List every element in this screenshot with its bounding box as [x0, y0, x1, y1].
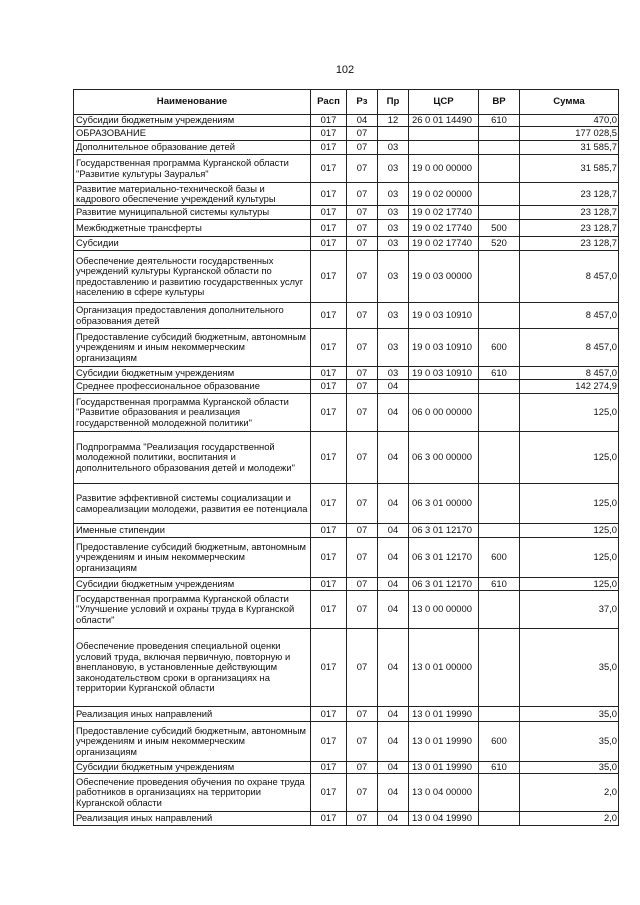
cell-sum: 8 457,0 — [520, 303, 619, 329]
cell-csr: 06 0 00 00000 — [409, 394, 479, 432]
cell-csr: 26 0 01 14490 — [409, 115, 479, 127]
cell-sum: 8 457,0 — [520, 367, 619, 380]
cell-name: Предоставление субсидий бюджетным, автономным учреждениям и иным некоммерческим организациям — [74, 722, 311, 762]
cell-name: Обеспечение деятельности государственных учреждений культуры Курганской области по предоставлению и развитию государственных услуг населению в сфере культуры — [74, 251, 311, 303]
cell-vr: 610 — [479, 115, 520, 127]
table-row — [74, 237, 619, 251]
cell-csr: 19 0 00 00000 — [409, 155, 479, 183]
cell-sum: 31 585,7 — [520, 141, 619, 155]
cell-sum: 125,0 — [520, 538, 619, 578]
table-row — [74, 127, 619, 141]
cell-name: Субсидии бюджетным учреждениям — [74, 578, 311, 591]
cell-pr: 03 — [378, 329, 409, 367]
cell-vr — [479, 484, 520, 524]
table-row — [74, 220, 619, 237]
cell-rasp: 017 — [311, 303, 347, 329]
table-row — [74, 432, 619, 484]
cell-rz: 07 — [347, 127, 378, 141]
cell-vr: 500 — [479, 220, 520, 237]
cell-pr: 04 — [378, 762, 409, 774]
cell-pr: 03 — [378, 183, 409, 206]
cell-vr — [479, 303, 520, 329]
cell-name: Среднее профессиональное образование — [74, 380, 311, 394]
table-row — [74, 629, 619, 707]
table-row — [74, 115, 619, 127]
cell-vr — [479, 707, 520, 722]
header-csr: ЦСР — [409, 90, 479, 115]
cell-rasp: 017 — [311, 432, 347, 484]
cell-vr: 610 — [479, 578, 520, 591]
cell-sum: 35,0 — [520, 629, 619, 707]
cell-pr: 04 — [378, 380, 409, 394]
table-row — [74, 524, 619, 538]
cell-rasp: 017 — [311, 220, 347, 237]
cell-rz: 07 — [347, 394, 378, 432]
cell-vr — [479, 183, 520, 206]
table-row — [74, 394, 619, 432]
cell-rasp: 017 — [311, 183, 347, 206]
table-row — [74, 578, 619, 591]
table-header-row — [74, 90, 619, 115]
table-row — [74, 762, 619, 774]
cell-rasp: 017 — [311, 707, 347, 722]
header-vr: ВР — [479, 90, 520, 115]
cell-csr: 13 0 01 19990 — [409, 707, 479, 722]
cell-vr — [479, 127, 520, 141]
cell-name: Развитие материально-технической базы и кадрового обеспечение учреждений культуры — [74, 183, 311, 206]
cell-rz: 07 — [347, 329, 378, 367]
cell-name: Предоставление субсидий бюджетным, автономным учреждениям и иным некоммерческим организациям — [74, 329, 311, 367]
cell-vr — [479, 394, 520, 432]
cell-name: Реализация иных направлений — [74, 707, 311, 722]
cell-rz: 07 — [347, 722, 378, 762]
cell-pr: 04 — [378, 591, 409, 629]
cell-rz: 04 — [347, 115, 378, 127]
cell-name: Субсидии — [74, 237, 311, 251]
cell-rz: 07 — [347, 629, 378, 707]
cell-rz: 07 — [347, 206, 378, 220]
cell-csr: 19 0 02 00000 — [409, 183, 479, 206]
cell-rasp: 017 — [311, 629, 347, 707]
cell-pr: 03 — [378, 220, 409, 237]
cell-csr: 19 0 02 17740 — [409, 237, 479, 251]
cell-rasp: 017 — [311, 251, 347, 303]
table-row — [74, 591, 619, 629]
cell-rasp: 017 — [311, 484, 347, 524]
header-rasp: Расп — [311, 90, 347, 115]
cell-vr — [479, 251, 520, 303]
cell-sum: 125,0 — [520, 484, 619, 524]
cell-vr — [479, 524, 520, 538]
cell-rz: 07 — [347, 578, 378, 591]
cell-rasp: 017 — [311, 591, 347, 629]
table-row — [74, 707, 619, 722]
table-row — [74, 141, 619, 155]
cell-rasp: 017 — [311, 155, 347, 183]
cell-rasp: 017 — [311, 578, 347, 591]
cell-csr — [409, 127, 479, 141]
cell-name: Государственная программа Курганской области "Развитие культуры Зауралья" — [74, 155, 311, 183]
cell-rz: 07 — [347, 237, 378, 251]
cell-vr: 600 — [479, 722, 520, 762]
cell-pr: 04 — [378, 774, 409, 812]
cell-pr: 03 — [378, 141, 409, 155]
cell-name: Подпрограмма "Реализация государственной молодежной политики, воспитания и дополнительного образования детей и молодежи" — [74, 432, 311, 484]
table-row — [74, 155, 619, 183]
cell-vr — [479, 591, 520, 629]
header-rz: Рз — [347, 90, 378, 115]
cell-name: Дополнительное образование детей — [74, 141, 311, 155]
cell-sum: 8 457,0 — [520, 251, 619, 303]
cell-rasp: 017 — [311, 127, 347, 141]
cell-pr: 04 — [378, 484, 409, 524]
cell-rasp: 017 — [311, 394, 347, 432]
cell-rasp: 017 — [311, 329, 347, 367]
table-row — [74, 251, 619, 303]
cell-csr: 19 0 02 17740 — [409, 220, 479, 237]
cell-sum: 2,0 — [520, 774, 619, 812]
cell-rz: 07 — [347, 484, 378, 524]
cell-sum: 23 128,7 — [520, 237, 619, 251]
cell-csr — [409, 380, 479, 394]
cell-rasp: 017 — [311, 115, 347, 127]
cell-sum: 125,0 — [520, 524, 619, 538]
cell-vr — [479, 629, 520, 707]
cell-name: Субсидии бюджетным учреждениям — [74, 367, 311, 380]
cell-name: Реализация иных направлений — [74, 812, 311, 826]
cell-name: Межбюджетные трансферты — [74, 220, 311, 237]
cell-name: Государственная программа Курганской области "Улучшение условий и охраны труда в Курганской области" — [74, 591, 311, 629]
cell-pr: 03 — [378, 367, 409, 380]
cell-pr: 04 — [378, 432, 409, 484]
cell-pr: 12 — [378, 115, 409, 127]
cell-sum: 8 457,0 — [520, 329, 619, 367]
cell-name: Именные стипендии — [74, 524, 311, 538]
cell-vr: 600 — [479, 329, 520, 367]
cell-csr: 13 0 01 19990 — [409, 722, 479, 762]
cell-pr: 04 — [378, 707, 409, 722]
cell-name: Обеспечение проведения обучения по охране труда работников в организациях на территории Курганской области — [74, 774, 311, 812]
cell-vr — [479, 155, 520, 183]
cell-sum: 142 274,9 — [520, 380, 619, 394]
cell-rz: 07 — [347, 707, 378, 722]
cell-pr: 04 — [378, 524, 409, 538]
page-number: 102 — [335, 64, 355, 76]
cell-rasp: 017 — [311, 774, 347, 812]
cell-pr: 03 — [378, 251, 409, 303]
cell-name: Субсидии бюджетным учреждениям — [74, 115, 311, 127]
cell-vr: 600 — [479, 538, 520, 578]
cell-rz: 07 — [347, 432, 378, 484]
table-row — [74, 774, 619, 812]
cell-sum: 37,0 — [520, 591, 619, 629]
cell-csr: 06 3 00 00000 — [409, 432, 479, 484]
cell-pr: 04 — [378, 722, 409, 762]
cell-vr — [479, 432, 520, 484]
cell-sum: 23 128,7 — [520, 220, 619, 237]
cell-pr: 04 — [378, 812, 409, 826]
table-row — [74, 538, 619, 578]
cell-sum: 31 585,7 — [520, 155, 619, 183]
table-row — [74, 812, 619, 826]
cell-csr: 19 0 03 10910 — [409, 367, 479, 380]
cell-rz: 07 — [347, 774, 378, 812]
cell-rz: 07 — [347, 380, 378, 394]
cell-rasp: 017 — [311, 367, 347, 380]
cell-sum: 35,0 — [520, 762, 619, 774]
cell-vr — [479, 141, 520, 155]
cell-vr — [479, 774, 520, 812]
header-pr: Пр — [378, 90, 409, 115]
cell-csr — [409, 141, 479, 155]
cell-sum: 177 028,5 — [520, 127, 619, 141]
cell-rasp: 017 — [311, 206, 347, 220]
cell-rz: 07 — [347, 591, 378, 629]
cell-name: ОБРАЗОВАНИЕ — [74, 127, 311, 141]
cell-pr: 03 — [378, 303, 409, 329]
cell-pr: 03 — [378, 237, 409, 251]
cell-rz: 07 — [347, 367, 378, 380]
table-row — [74, 722, 619, 762]
header-name: Наименование — [74, 90, 311, 115]
cell-rasp: 017 — [311, 524, 347, 538]
cell-rasp: 017 — [311, 722, 347, 762]
cell-vr: 520 — [479, 237, 520, 251]
cell-pr: 03 — [378, 155, 409, 183]
cell-rasp: 017 — [311, 237, 347, 251]
cell-csr: 13 0 01 00000 — [409, 629, 479, 707]
cell-name: Государственная программа Курганской области "Развитие образования и реализация государственной молодежной политики" — [74, 394, 311, 432]
cell-sum: 125,0 — [520, 394, 619, 432]
cell-csr: 06 3 01 00000 — [409, 484, 479, 524]
cell-csr: 13 0 04 19990 — [409, 812, 479, 826]
cell-rz: 07 — [347, 303, 378, 329]
cell-rasp: 017 — [311, 141, 347, 155]
cell-rz: 07 — [347, 812, 378, 826]
cell-csr: 06 3 01 12170 — [409, 578, 479, 591]
cell-vr: 610 — [479, 367, 520, 380]
cell-csr: 19 0 02 17740 — [409, 206, 479, 220]
table-row — [74, 380, 619, 394]
cell-rz: 07 — [347, 762, 378, 774]
cell-sum: 23 128,7 — [520, 206, 619, 220]
budget-table — [73, 89, 619, 826]
cell-sum: 2,0 — [520, 812, 619, 826]
cell-pr: 03 — [378, 206, 409, 220]
table-row — [74, 206, 619, 220]
cell-csr: 06 3 01 12170 — [409, 524, 479, 538]
cell-name: Организация предоставления дополнительного образования детей — [74, 303, 311, 329]
cell-rasp: 017 — [311, 380, 347, 394]
cell-sum: 125,0 — [520, 578, 619, 591]
cell-vr — [479, 812, 520, 826]
cell-csr: 13 0 01 19990 — [409, 762, 479, 774]
cell-rz: 07 — [347, 155, 378, 183]
cell-vr — [479, 380, 520, 394]
cell-csr: 13 0 00 00000 — [409, 591, 479, 629]
cell-vr: 610 — [479, 762, 520, 774]
cell-rz: 07 — [347, 141, 378, 155]
cell-rasp: 017 — [311, 812, 347, 826]
cell-pr: 04 — [378, 578, 409, 591]
cell-rz: 07 — [347, 183, 378, 206]
table-row — [74, 303, 619, 329]
table-row — [74, 367, 619, 380]
cell-rz: 07 — [347, 524, 378, 538]
cell-name: Субсидии бюджетным учреждениям — [74, 762, 311, 774]
cell-csr: 13 0 04 00000 — [409, 774, 479, 812]
cell-vr — [479, 206, 520, 220]
cell-name: Развитие муниципальной системы культуры — [74, 206, 311, 220]
cell-sum: 125,0 — [520, 432, 619, 484]
cell-csr: 06 3 01 12170 — [409, 538, 479, 578]
cell-sum: 470,0 — [520, 115, 619, 127]
cell-sum: 35,0 — [520, 722, 619, 762]
cell-rasp: 017 — [311, 538, 347, 578]
cell-csr: 19 0 03 10910 — [409, 329, 479, 367]
cell-sum: 23 128,7 — [520, 183, 619, 206]
cell-name: Развитие эффективной системы социализации и самореализации молодежи, развития ее потенциала — [74, 484, 311, 524]
table-row — [74, 183, 619, 206]
cell-csr: 19 0 03 10910 — [409, 303, 479, 329]
cell-rasp: 017 — [311, 762, 347, 774]
table-row — [74, 484, 619, 524]
cell-pr — [378, 127, 409, 141]
table-row — [74, 329, 619, 367]
cell-name: Предоставление субсидий бюджетным, автономным учреждениям и иным некоммерческим организациям — [74, 538, 311, 578]
cell-name: Обеспечение проведения специальной оценки условий труда, включая первичную, повторную и внеплановую, в установленные действующим законодательством сроки в организациях на территории Курганской области — [74, 629, 311, 707]
table-body — [74, 115, 619, 826]
cell-rz: 07 — [347, 538, 378, 578]
cell-pr: 04 — [378, 538, 409, 578]
cell-rz: 07 — [347, 251, 378, 303]
header-sum: Сумма — [520, 90, 619, 115]
cell-sum: 35,0 — [520, 707, 619, 722]
cell-pr: 04 — [378, 629, 409, 707]
cell-csr: 19 0 03 00000 — [409, 251, 479, 303]
cell-rz: 07 — [347, 220, 378, 237]
cell-pr: 04 — [378, 394, 409, 432]
